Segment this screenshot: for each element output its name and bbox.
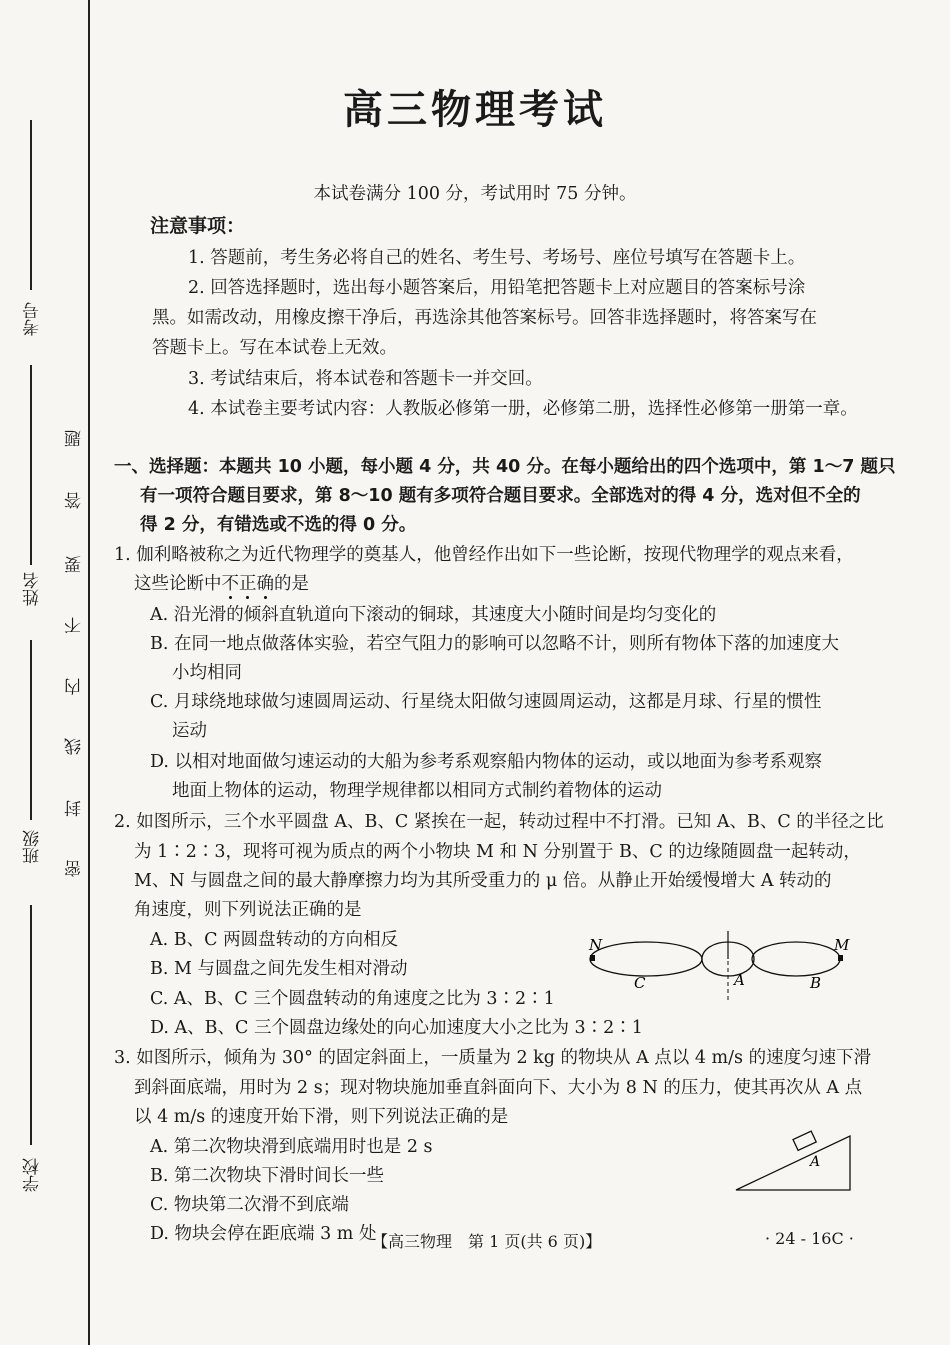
q3-option-b: B. 第二次物块下滑时间长一些 — [150, 1166, 384, 1186]
q1-option-b: B. 在同一地点做落体实验，若空气阻力的影响可以忽略不计，则所有物体下落的加速度大 — [150, 634, 839, 654]
page-title: 高三物理考试 — [343, 87, 607, 133]
q3-stem: 到斜面底端，用时为 2 s；现对物块施加垂直斜面向下、大小为 8 N 的压力，使其再次从 A 点 — [134, 1078, 863, 1098]
q2-option-c: C. A、B、C 三个圆盘转动的角速度之比为 3∶2∶1 — [150, 989, 555, 1009]
q2-stem: 2. 如图所示，三个水平圆盘 A、B、C 紧挨在一起，转动过程中不打滑。已知 A、B、C 的半径之比 — [114, 812, 884, 832]
q1-option-d-cont: 地面上物体的运动，物理学规律都以相同方式制约着物体的运动 — [172, 781, 662, 801]
seal-char: 线 — [65, 738, 85, 755]
emphasis-char: 不 — [221, 574, 239, 594]
subtitle: 本试卷满分 100 分，考试用时 75 分钟。 — [313, 184, 637, 204]
q2-disk-figure — [580, 925, 860, 1010]
q3-stem: 3. 如图所示，倾角为 30° 的固定斜面上，一质量为 2 kg 的物块从 A 点以 4 m/s 的速度匀速下滑 — [114, 1048, 872, 1068]
notice-line: 4. 本试卷主要考试内容：人教版必修第一册，必修第二册，选择性必修第一册第一章。 — [188, 399, 858, 419]
section-heading: 有一项符合题目要求，第 8～10 题有多项符合题目要求。全部选对的得 4 分，选对但不全的 — [140, 486, 861, 506]
q1-option-c: C. 月球绕地球做匀速圆周运动、行星绕太阳做匀速圆周运动，这都是月球、行星的惯性 — [150, 692, 822, 712]
class-label: 班级 — [23, 830, 43, 864]
block — [793, 1131, 816, 1150]
label-c: C — [634, 974, 646, 992]
q2-option-b: B. M 与圆盘之间先发生相对滑动 — [150, 959, 408, 979]
q1-stem — [134, 572, 309, 596]
seal-char: 题 — [65, 430, 85, 447]
emphasis-char: 确 — [256, 574, 274, 594]
seal-char: 内 — [65, 678, 85, 695]
label-a: A — [810, 1154, 821, 1170]
seal-char: 密 — [65, 860, 85, 877]
page-footer: 【高三物理 第 1 页(共 6 页)】 — [372, 1232, 602, 1251]
label-a: A — [734, 971, 745, 989]
block-m — [838, 955, 843, 961]
label-b: B — [810, 974, 822, 992]
notice-line: 2. 回答选择题时，选出每小题答案后，用铅笔把答题卡上对应题目的答案标号涂 — [188, 278, 806, 298]
notice-line: 1. 答题前，考生务必将自己的姓名、考生号、考场号、座位号填写在答题卡上。 — [188, 248, 806, 268]
seal-char: 答 — [65, 492, 85, 509]
q3-option-c: C. 物块第二次滑不到底端 — [150, 1195, 349, 1215]
name-rule — [30, 365, 32, 565]
name-label: 姓名 — [23, 572, 43, 606]
school-rule — [30, 905, 32, 1145]
notice-heading: 注意事项： — [150, 215, 246, 237]
notice-line: 黑。如需改动，用橡皮擦干净后，再选涂其他答案标号。回答非选择题时，将答案写在 — [152, 308, 817, 328]
q2-stem: M、N 与圆盘之间的最大静摩擦力均为其所受重力的 μ 倍。从静止开始缓慢增大 A 转动的 — [134, 871, 832, 891]
q3-incline-figure — [730, 1128, 855, 1196]
q1-option-d: D. 以相对地面做匀速运动的大船为参考系观察船内物体的运动，或以地面为参考系观察 — [150, 752, 823, 772]
emphasis-char: 正 — [239, 574, 257, 594]
exam-code: · 24 - 16C · — [765, 1229, 854, 1248]
q1-stem-pre: 这些论断中 — [134, 574, 222, 594]
class-rule — [30, 640, 32, 820]
q2-stem: 角速度，则下列说法正确的是 — [134, 900, 362, 920]
q1-option-a: A. 沿光滑的倾斜直轨道向下滚动的铜球，其速度大小随时间是均匀变化的 — [150, 605, 717, 625]
label-m: M — [834, 936, 850, 954]
seal-char: 封 — [65, 800, 85, 817]
seal-char: 不 — [65, 617, 85, 634]
q2-option-d: D. A、B、C 三个圆盘边缘处的向心加速度大小之比为 3∶2∶1 — [150, 1018, 643, 1038]
incline — [736, 1136, 850, 1190]
disk-b — [752, 942, 840, 976]
exam-no-label: 考号 — [23, 302, 43, 336]
seal-char: 要 — [65, 556, 85, 573]
section-heading: 得 2 分，有错选或不选的得 0 分。 — [140, 515, 417, 535]
q1-option-c-cont: 运动 — [172, 721, 207, 741]
q1-option-b-cont: 小均相同 — [172, 663, 242, 683]
label-n: N — [589, 936, 603, 954]
notice-line: 答题卡上。写在本试卷上无效。 — [152, 338, 397, 358]
q3-option-d: D. 物块会停在距底端 3 m 处 — [150, 1224, 377, 1244]
q1-stem-post: 的是 — [274, 574, 309, 594]
q3-option-a: A. 第二次物块滑到底端用时也是 2 s — [150, 1137, 433, 1157]
school-label: 学校 — [23, 1158, 43, 1192]
q2-stem: 为 1∶2∶3，现将可视为质点的两个小物块 M 和 N 分别置于 B、C 的边缘随圆盘一起转动， — [134, 842, 861, 862]
q2-option-a: A. B、C 两圆盘转动的方向相反 — [150, 930, 399, 950]
section-heading: 一、选择题：本题共 10 小题，每小题 4 分，共 40 分。在每小题给出的四个选项中，第 1～7 题只 — [114, 457, 896, 477]
q3-stem: 以 4 m/s 的速度开始下滑，则下列说法正确的是 — [134, 1107, 509, 1127]
disk-c — [590, 942, 702, 976]
notice-line: 3. 考试结束后，将本试卷和答题卡一并交回。 — [188, 369, 543, 389]
block-n — [590, 955, 595, 961]
q1-stem: 1. 伽利略被称之为近代物理学的奠基人，他曾经作出如下一些论断，按现代物理学的观点来看， — [114, 545, 854, 565]
